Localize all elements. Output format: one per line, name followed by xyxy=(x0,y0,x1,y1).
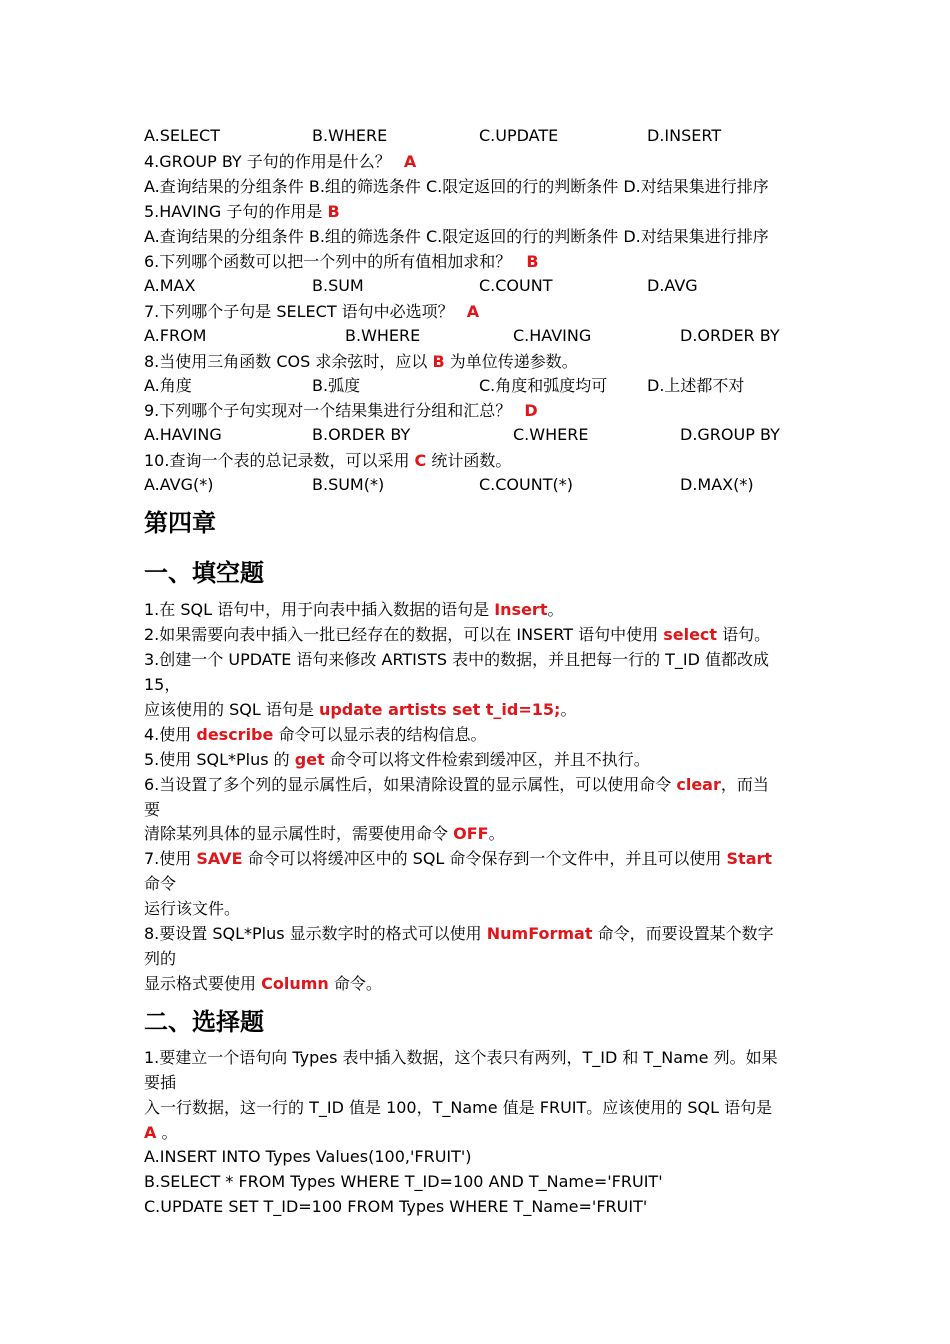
answer: Insert xyxy=(494,600,548,619)
option: D.AVG xyxy=(647,276,698,295)
answer: B xyxy=(327,202,340,221)
option: A.AVG(*) xyxy=(144,475,214,494)
question-text: ，而当 xyxy=(720,775,769,794)
question-text: 5.使用 SQL*Plus 的 xyxy=(144,750,295,769)
fill-question-2 xyxy=(144,624,770,646)
answer: B xyxy=(432,352,445,371)
fill-question-3-line-2: 15， xyxy=(144,675,181,694)
option: C.角度和弧度均可 xyxy=(479,376,608,395)
fill-question-6 xyxy=(144,774,769,796)
question-text: 。 xyxy=(560,700,577,719)
fill-question-3-line-1: 3.创建一个 UPDATE 语句来修改 ARTISTS 表中的数据，并且把每一行的 T_ID 值都改成 xyxy=(144,650,770,669)
answer: A xyxy=(403,152,417,171)
question-text: 。 xyxy=(488,824,505,843)
option: D.ORDER BY xyxy=(680,326,780,345)
question-text: 9.下列哪个子句实现对一个结果集进行分组和汇总？ xyxy=(144,401,512,420)
option: A.角度 xyxy=(144,376,192,395)
answer: select xyxy=(663,625,718,644)
chapter-title: 第四章 xyxy=(144,509,216,537)
choice-option-b: B.SELECT * FROM Types WHERE T_ID=100 AND T_Name='FRUIT' xyxy=(144,1172,663,1191)
question-text: 7.下列哪个子句是 SELECT 语句中必选项？ xyxy=(144,302,454,321)
answer: update artists set t_id=15; xyxy=(318,700,561,719)
question-9 xyxy=(144,400,538,422)
fill-question-8 xyxy=(144,923,774,945)
question-text: 命令。 xyxy=(328,974,382,993)
answer: NumFormat xyxy=(486,924,593,943)
question-7 xyxy=(144,301,479,323)
question-text: 清除某列具体的显示属性时，需要使用命令 xyxy=(144,824,454,843)
question-text: 语句。 xyxy=(717,625,771,644)
question-text: 。 xyxy=(156,1123,178,1142)
option: A.MAX xyxy=(144,276,196,295)
question-text: 。 xyxy=(547,600,564,619)
fill-question-6-line-2: 要 xyxy=(144,800,161,819)
question-5 xyxy=(144,201,340,223)
choice-question-1-line-2: 要插 xyxy=(144,1073,177,1092)
answer: B xyxy=(526,252,539,271)
fill-question-5 xyxy=(144,749,650,771)
fill-question-1 xyxy=(144,599,563,621)
question-text: 命令可以显示表的结构信息。 xyxy=(273,725,487,744)
question-text: 6.下列哪个函数可以把一个列中的所有值相加求和？ xyxy=(144,252,512,271)
choice-option-a: A.INSERT INTO Types Values(100,'FRUIT') xyxy=(144,1147,472,1166)
answer: clear xyxy=(676,775,721,794)
fill-question-4 xyxy=(144,724,486,746)
option: A.SELECT xyxy=(144,126,220,145)
question-4 xyxy=(144,151,416,173)
option: B.WHERE xyxy=(312,126,388,145)
fill-question-8-line-3 xyxy=(144,973,382,995)
question-text: 应该使用的 SQL 语句是 xyxy=(144,700,319,719)
question-text: 5.HAVING 子句的作用是 xyxy=(144,202,328,221)
choice-question-1-line-3: 入一行数据，这一行的 T_ID 值是 100，T_Name 值是 FRUIT。应该使用的 SQL 语句是 xyxy=(144,1098,773,1117)
answer: OFF xyxy=(453,824,489,843)
answer: D xyxy=(524,401,538,420)
question-10 xyxy=(144,450,511,472)
question-text: 8.当使用三角函数 COS 求余弦时，应以 xyxy=(144,352,433,371)
fill-question-7-line-3: 运行该文件。 xyxy=(144,899,241,918)
answer: Column xyxy=(261,974,329,993)
option: D.上述都不对 xyxy=(647,376,745,395)
option: A.FROM xyxy=(144,326,207,345)
option: C.HAVING xyxy=(513,326,592,345)
question-text: 命令，而要设置某个数字 xyxy=(592,924,774,943)
question-text: 4.使用 xyxy=(144,725,197,744)
question-5-options: A.查询结果的分组条件 B.组的筛选条件 C.限定返回的行的判断条件 D.对结果集进行排序 xyxy=(144,227,769,246)
option: B.弧度 xyxy=(312,376,361,395)
answer: C xyxy=(414,451,427,470)
answer: Start xyxy=(726,849,773,868)
option: B.ORDER BY xyxy=(312,425,411,444)
question-text: 10.查询一个表的总记录数，可以采用 xyxy=(144,451,415,470)
answer: A xyxy=(466,302,480,321)
choice-question-1-answer-line xyxy=(144,1122,177,1144)
section-title-fill: 一、填空题 xyxy=(144,559,264,587)
choice-question-1-line-1: 1.要建立一个语句向 Types 表中插入数据，这个表只有两列，T_ID 和 T_Name 列。如果 xyxy=(144,1048,778,1067)
option: B.SUM xyxy=(312,276,364,295)
question-8 xyxy=(144,351,578,373)
answer: get xyxy=(294,750,325,769)
fill-question-3-line-3 xyxy=(144,699,576,721)
question-6 xyxy=(144,251,539,273)
question-text: 2.如果需要向表中插入一批已经存在的数据，可以在 INSERT 语句中使用 xyxy=(144,625,664,644)
question-text: 为单位传递参数。 xyxy=(444,352,578,371)
question-text: 6.当设置了多个列的显示属性后，如果清除设置的显示属性，可以使用命令 xyxy=(144,775,677,794)
question-text: 8.要设置 SQL*Plus 显示数字时的格式可以使用 xyxy=(144,924,487,943)
answer: SAVE xyxy=(196,849,243,868)
fill-question-8-line-2: 列的 xyxy=(144,949,177,968)
option: C.COUNT xyxy=(479,276,553,295)
option: C.WHERE xyxy=(513,425,589,444)
question-text: 统计函数。 xyxy=(426,451,512,470)
option: C.UPDATE xyxy=(479,126,559,145)
question-4-options: A.查询结果的分组条件 B.组的筛选条件 C.限定返回的行的判断条件 D.对结果集进行排序 xyxy=(144,177,769,196)
answer: A xyxy=(144,1123,157,1142)
option: D.MAX(*) xyxy=(680,475,754,494)
answer: describe xyxy=(196,725,274,744)
option: D.INSERT xyxy=(647,126,722,145)
question-text: 命令可以将缓冲区中的 SQL 命令保存到一个文件中，并且可以使用 xyxy=(242,849,727,868)
question-text: 显示格式要使用 xyxy=(144,974,262,993)
option: B.WHERE xyxy=(345,326,421,345)
question-text: 7.使用 xyxy=(144,849,197,868)
section-title-choice: 二、选择题 xyxy=(144,1008,264,1036)
option: D.GROUP BY xyxy=(680,425,780,444)
option: C.COUNT(*) xyxy=(479,475,573,494)
fill-question-7 xyxy=(144,848,772,870)
option: B.SUM(*) xyxy=(312,475,385,494)
question-text: 4.GROUP BY 子句的作用是什么？ xyxy=(144,152,391,171)
fill-question-6-line-3 xyxy=(144,823,505,845)
option: A.HAVING xyxy=(144,425,222,444)
fill-question-7-line-2: 命令 xyxy=(144,874,177,893)
choice-option-c: C.UPDATE SET T_ID=100 FROM Types WHERE T_Name='FRUIT' xyxy=(144,1197,648,1216)
question-text: 1.在 SQL 语句中，用于向表中插入数据的语句是 xyxy=(144,600,495,619)
question-text: 命令可以将文件检索到缓冲区，并且不执行。 xyxy=(324,750,650,769)
